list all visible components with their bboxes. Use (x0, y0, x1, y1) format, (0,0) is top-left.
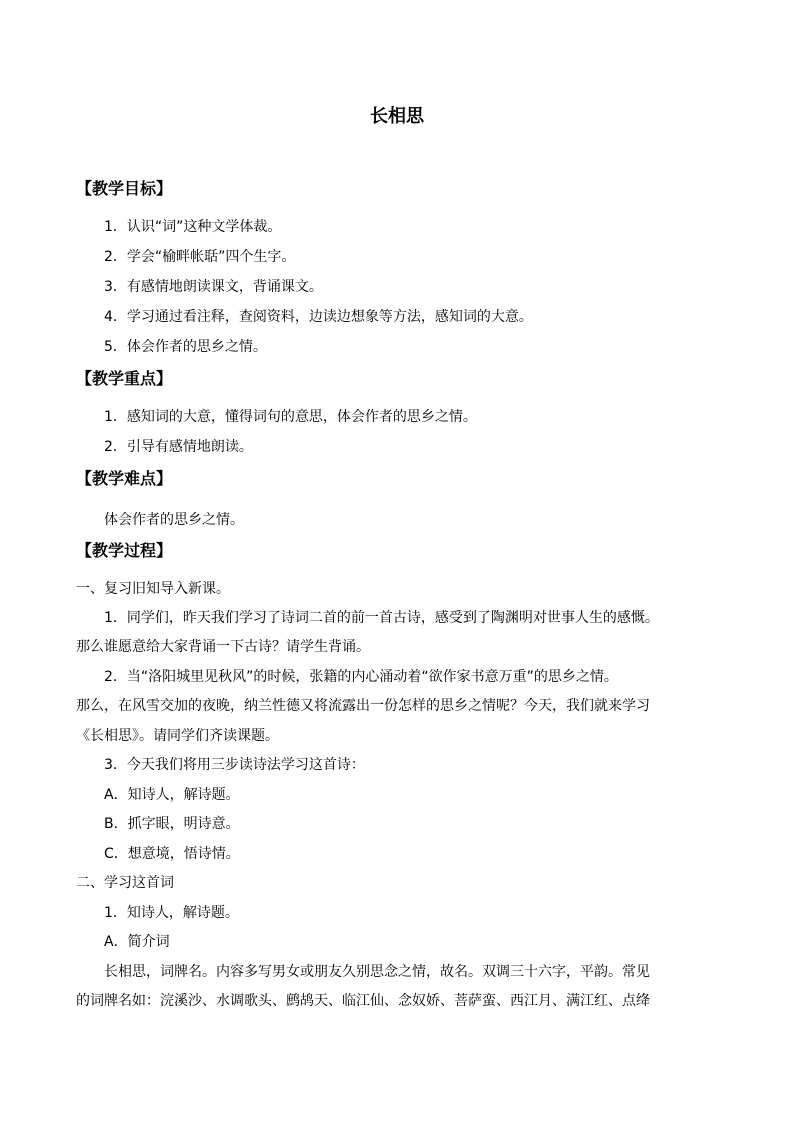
process-line: B．抓字眼，明诗意。 (104, 816, 240, 832)
process-line: 1．知诗人，解诗题。 (104, 905, 239, 921)
heading-goals: 【教学目标】 (76, 179, 173, 198)
document-title: 长相思 (370, 106, 424, 127)
process-line: 2．当“洛阳城里见秋风”的时候，张籍的内心涌动着“欲作家书意万重”的思乡之情。 (104, 669, 618, 685)
heading-process: 【教学过程】 (76, 541, 173, 560)
process-line: 那么，在风雪交加的夜晚，纳兰性德又将流露出一份怎样的思乡之情呢？今天，我们就来学习 (76, 698, 650, 714)
heading-key-points: 【教学重点】 (76, 369, 173, 388)
key-point-item: 2．引导有感情地朗读。 (104, 439, 253, 455)
process-line: 二、学习这首词 (76, 875, 174, 891)
goal-item: 4．学习通过看注释，查阅资料，边读边想象等方法，感知词的大意。 (104, 309, 533, 325)
goal-item: 2．学会“榆畔帐聒”四个生字。 (104, 249, 296, 265)
process-line: 1．同学们，昨天我们学习了诗词二首的前一首古诗，感受到了陶渊明对世事人生的感慨。 (104, 610, 659, 626)
process-line: A．知诗人，解诗题。 (104, 787, 240, 803)
key-point-item: 1．感知词的大意，懂得词句的意思，体会作者的思乡之情。 (104, 409, 477, 425)
goal-item: 5．体会作者的思乡之情。 (104, 339, 267, 355)
goal-item: 3．有感情地朗读课文，背诵课文。 (104, 279, 323, 295)
process-line: A．简介词 (104, 934, 170, 950)
process-line: 3．今天我们将用三步读诗法学习这首诗： (104, 757, 365, 773)
process-line: 的词牌名如：浣溪沙、水调歌头、鹧鸪天、临江仙、念奴娇、菩萨蛮、西江月、满江红、点绛 (76, 993, 650, 1009)
difficulty-item: 体会作者的思乡之情。 (104, 512, 244, 528)
process-line: C．想意境，悟诗情。 (104, 846, 240, 862)
goal-item: 1．认识“词”这种文学体裁。 (104, 219, 282, 235)
process-line: 一、复习旧知导入新课。 (76, 581, 230, 597)
process-line: 《长相思》。请同学们齐读课题。 (76, 728, 279, 744)
heading-difficulties: 【教学难点】 (76, 469, 173, 488)
process-line: 长相思，词牌名。内容多写男女或朋友久别思念之情，故名。双调三十六字，平韵。常见 (104, 964, 650, 980)
process-line: 那么谁愿意给大家背诵一下古诗？请学生背诵。 (76, 639, 370, 655)
